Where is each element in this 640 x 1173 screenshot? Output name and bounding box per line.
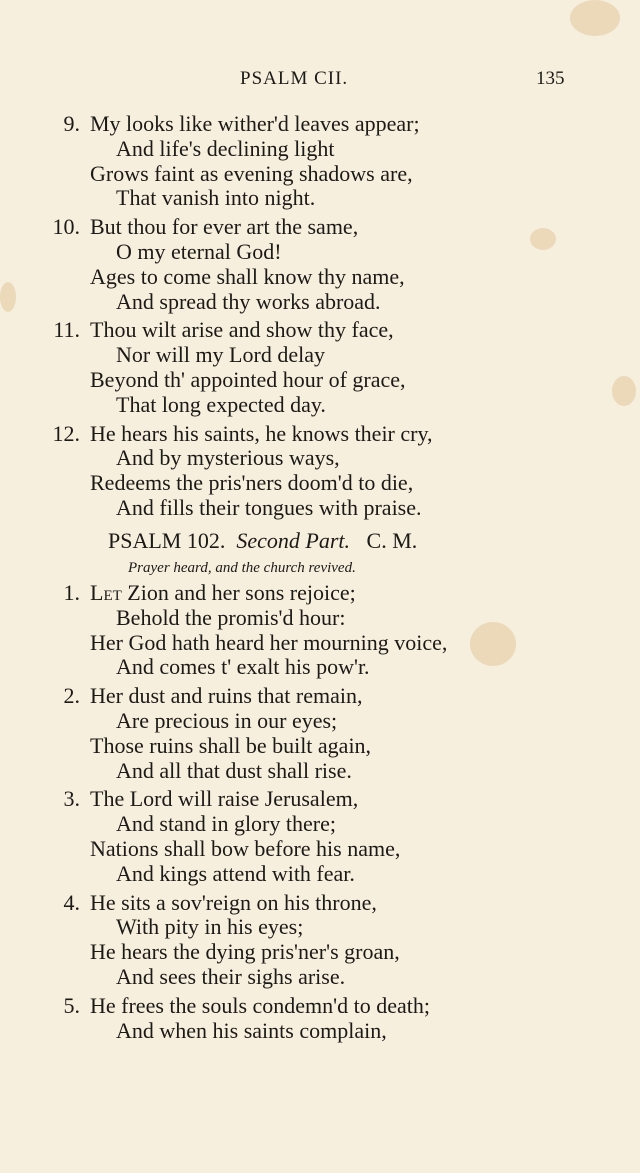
stanza-number: 3. (63, 786, 80, 812)
verse-text: Nor will my Lord delay (116, 342, 325, 368)
verse-text: Are precious in our eyes; (116, 708, 338, 733)
page-header (0, 68, 640, 96)
stanza-number: 12. (52, 420, 80, 446)
verse-text: That vanish into night. (116, 185, 316, 211)
verse-text (90, 581, 356, 605)
stanza-number: 5. (63, 992, 80, 1018)
verse-text: Nations shall bow before his name, (90, 836, 401, 861)
stanza-number: 2. (63, 683, 80, 709)
verse-text: He sits a sov'reign on his throne, (90, 889, 377, 915)
verse-text: But thou for ever art the same, (90, 214, 359, 240)
drop-word: Let (90, 580, 122, 605)
verse-text: And spread thy works abroad. (116, 288, 381, 314)
verse-text: And all that dust shall rise. (116, 757, 352, 783)
verse-text: He hears the dying pris'ner's groan, (90, 939, 400, 965)
psalm-heading (108, 528, 417, 554)
verse-text: Redeems the pris'ners doom'd to die, (90, 470, 414, 496)
paper-stain (612, 376, 636, 406)
verse-text: And when his saints complain, (116, 1017, 387, 1043)
verse-text: Grows faint as evening shadows are, (90, 160, 413, 186)
verse-text: Her dust and ruins that remain, (90, 683, 363, 709)
verse-text: The Lord will raise Jerusalem, (90, 786, 359, 812)
stanza-number: 1. (63, 580, 80, 605)
paper-stain (470, 622, 516, 666)
stanza-number: 11. (53, 317, 80, 343)
verse-text: He hears his saints, he knows their cry, (90, 420, 433, 446)
paper-stain (0, 282, 16, 312)
running-head: PSALM CII. (240, 68, 349, 89)
verse-text: And fills their tongues with praise. (116, 495, 422, 520)
verse-text: And by mysterious ways, (116, 445, 340, 471)
verse-text: And comes t' exalt his pow'r. (116, 654, 370, 680)
paper-stain (570, 0, 620, 36)
verse-text-rest: Zion and her sons rejoice; (121, 580, 356, 605)
verse-text: And stand in glory there; (116, 811, 336, 837)
verse-text: With pity in his eyes; (116, 914, 304, 940)
verse-text: And life's declining light (116, 135, 335, 161)
verse-text: Those ruins shall be built again, (90, 732, 372, 758)
verse-text: Behold the promis'd hour: (116, 604, 346, 630)
psalm-meter: C. M. (366, 528, 418, 553)
verse-text: O my eternal God! (116, 239, 282, 264)
stanza-number: 10. (52, 214, 80, 240)
verse-text: My looks like wither'd leaves appear; (90, 111, 420, 136)
stanza-number: 9. (63, 111, 80, 136)
psalm-title: PSALM 102. (108, 528, 226, 553)
page-number: 135 (536, 68, 565, 89)
verse-text: And sees their sighs arise. (116, 964, 346, 989)
verse-text: And kings attend with fear. (116, 860, 355, 886)
verse-text: Thou wilt arise and show thy face, (90, 317, 394, 343)
verse-text: Beyond th' appointed hour of grace, (90, 367, 406, 392)
psalm-subtitle: Prayer heard, and the church revived. (128, 560, 356, 576)
paper-stain (530, 228, 556, 250)
verse-text: Ages to come shall know thy name, (90, 263, 405, 289)
psalm-part: Second Part. (236, 528, 351, 553)
verse-text: That long expected day. (116, 391, 326, 417)
verse-text: Her God hath heard her mourning voice, (90, 629, 448, 655)
verse-text: He frees the souls condemn'd to death; (90, 992, 430, 1018)
stanza-number: 4. (63, 889, 80, 915)
